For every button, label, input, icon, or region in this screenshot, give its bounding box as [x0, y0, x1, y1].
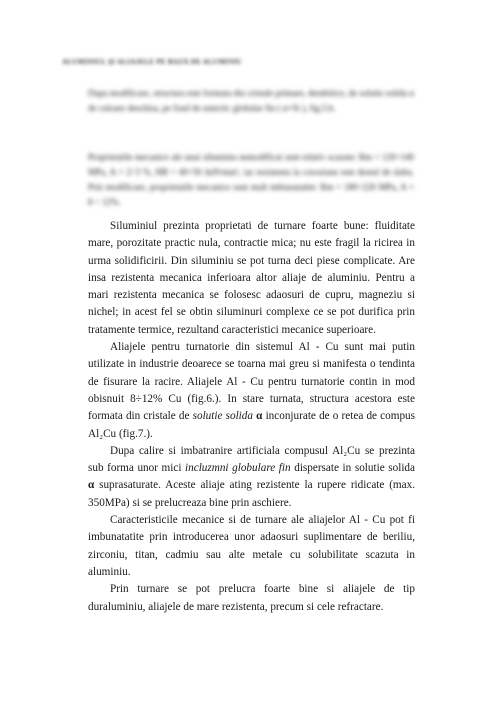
alpha-symbol: α — [88, 479, 95, 492]
italic-term: solutie solida — [192, 410, 253, 423]
italic-term: incluzmni globulare fin — [185, 462, 291, 475]
alpha-symbol: α — [252, 410, 263, 423]
paragraph-al-cu-turnatorie — [88, 339, 415, 443]
running-header: ALUMINIUL ŞI ALIAJELE PE BAZĂ DE ALUMINIU — [62, 58, 242, 66]
text-run: Dupa calire si imbatranire artificiala compusul Al₂Cu se prezinta sub forma unor mici — [88, 444, 415, 475]
paragraph-caracteristici: Caracteristicile mecanice si de turnare ale aliajelor Al - Cu pot fi imbunatatite prin introducerea unor adaosuri suplimentare de beriliu, zirconiu, titan, cadmiu sau alte metale cu solubilitate scazuta in aluminiu. — [88, 514, 415, 578]
main-text — [88, 218, 415, 616]
paragraph-siluminiu: Siluminiul prezinta proprietati de turnare foarte bune: fluiditate mare, porozitate practic nula, contractie mica; nu este fragil la ricirea in urma solidificirii. Din siluminiu se pot turna deci piese complicate. Are insa rezistenta mecanica inferioara altor aliaje de aluminiu. Pentru a mari rezistenta mecanica se folosesc adaosuri de cupru, magneziu si nichel; in acest fel se obtin siluminuri complexe ce se pot durifica prin tratamente termice, rezultand caracteristici mecanice superioare. — [88, 220, 415, 336]
text-run: Aliajele pentru turnatorie din sistemul Al - Cu sunt mai putin utilizate in industrie deoarece se toarna mai greu si manifesta o tendinta de fisurare la racire. Aliajele Al - Cu pentru turnatorie contin in mod obisnuit 8÷12% Cu (fig.6.). In stare turnata, structura acestora este formata din cristale de — [88, 341, 415, 423]
text-run: dispersate in solutie solida — [290, 462, 415, 475]
paragraph-calire — [88, 443, 415, 512]
text-run: inconjurate de o retea de compus Al₂Cu (fig.7.). — [88, 410, 415, 440]
blurred-paragraph-1: Dupa modificare, structura este formata din cristale primare, dendritice, de solutie solida α de culoare deschisa, pe fond de eutectic globular fin ( α+Si ), fig.5.b. — [88, 88, 414, 113]
blurred-paragraph-2: Proprietatile mecanice ale unui siluminiu nemodificat sunt relativ scazute: Rm = 120÷140 MPa, A = 2÷3 %, HB = 40÷50 daN/mm², iar rezistenta la coroziune este destul de slaba. Prin modificare, proprietatile mecanice sunt mult imbunatatite: Rm = 180÷220 MPa, A = 8 ÷ 12%. — [88, 152, 414, 207]
paragraph-prelucrare: Prin turnare se pot prelucra foarte bine si aliajele de tip duraluminiu, aliajele de mare rezistenta, precum si cele refractare. — [88, 583, 415, 613]
text-run: suprasaturate. Aceste aliaje ating rezistente la rupere ridicate (max. 350MPa) si se prelucreaza bine prin aschiere. — [88, 479, 415, 509]
